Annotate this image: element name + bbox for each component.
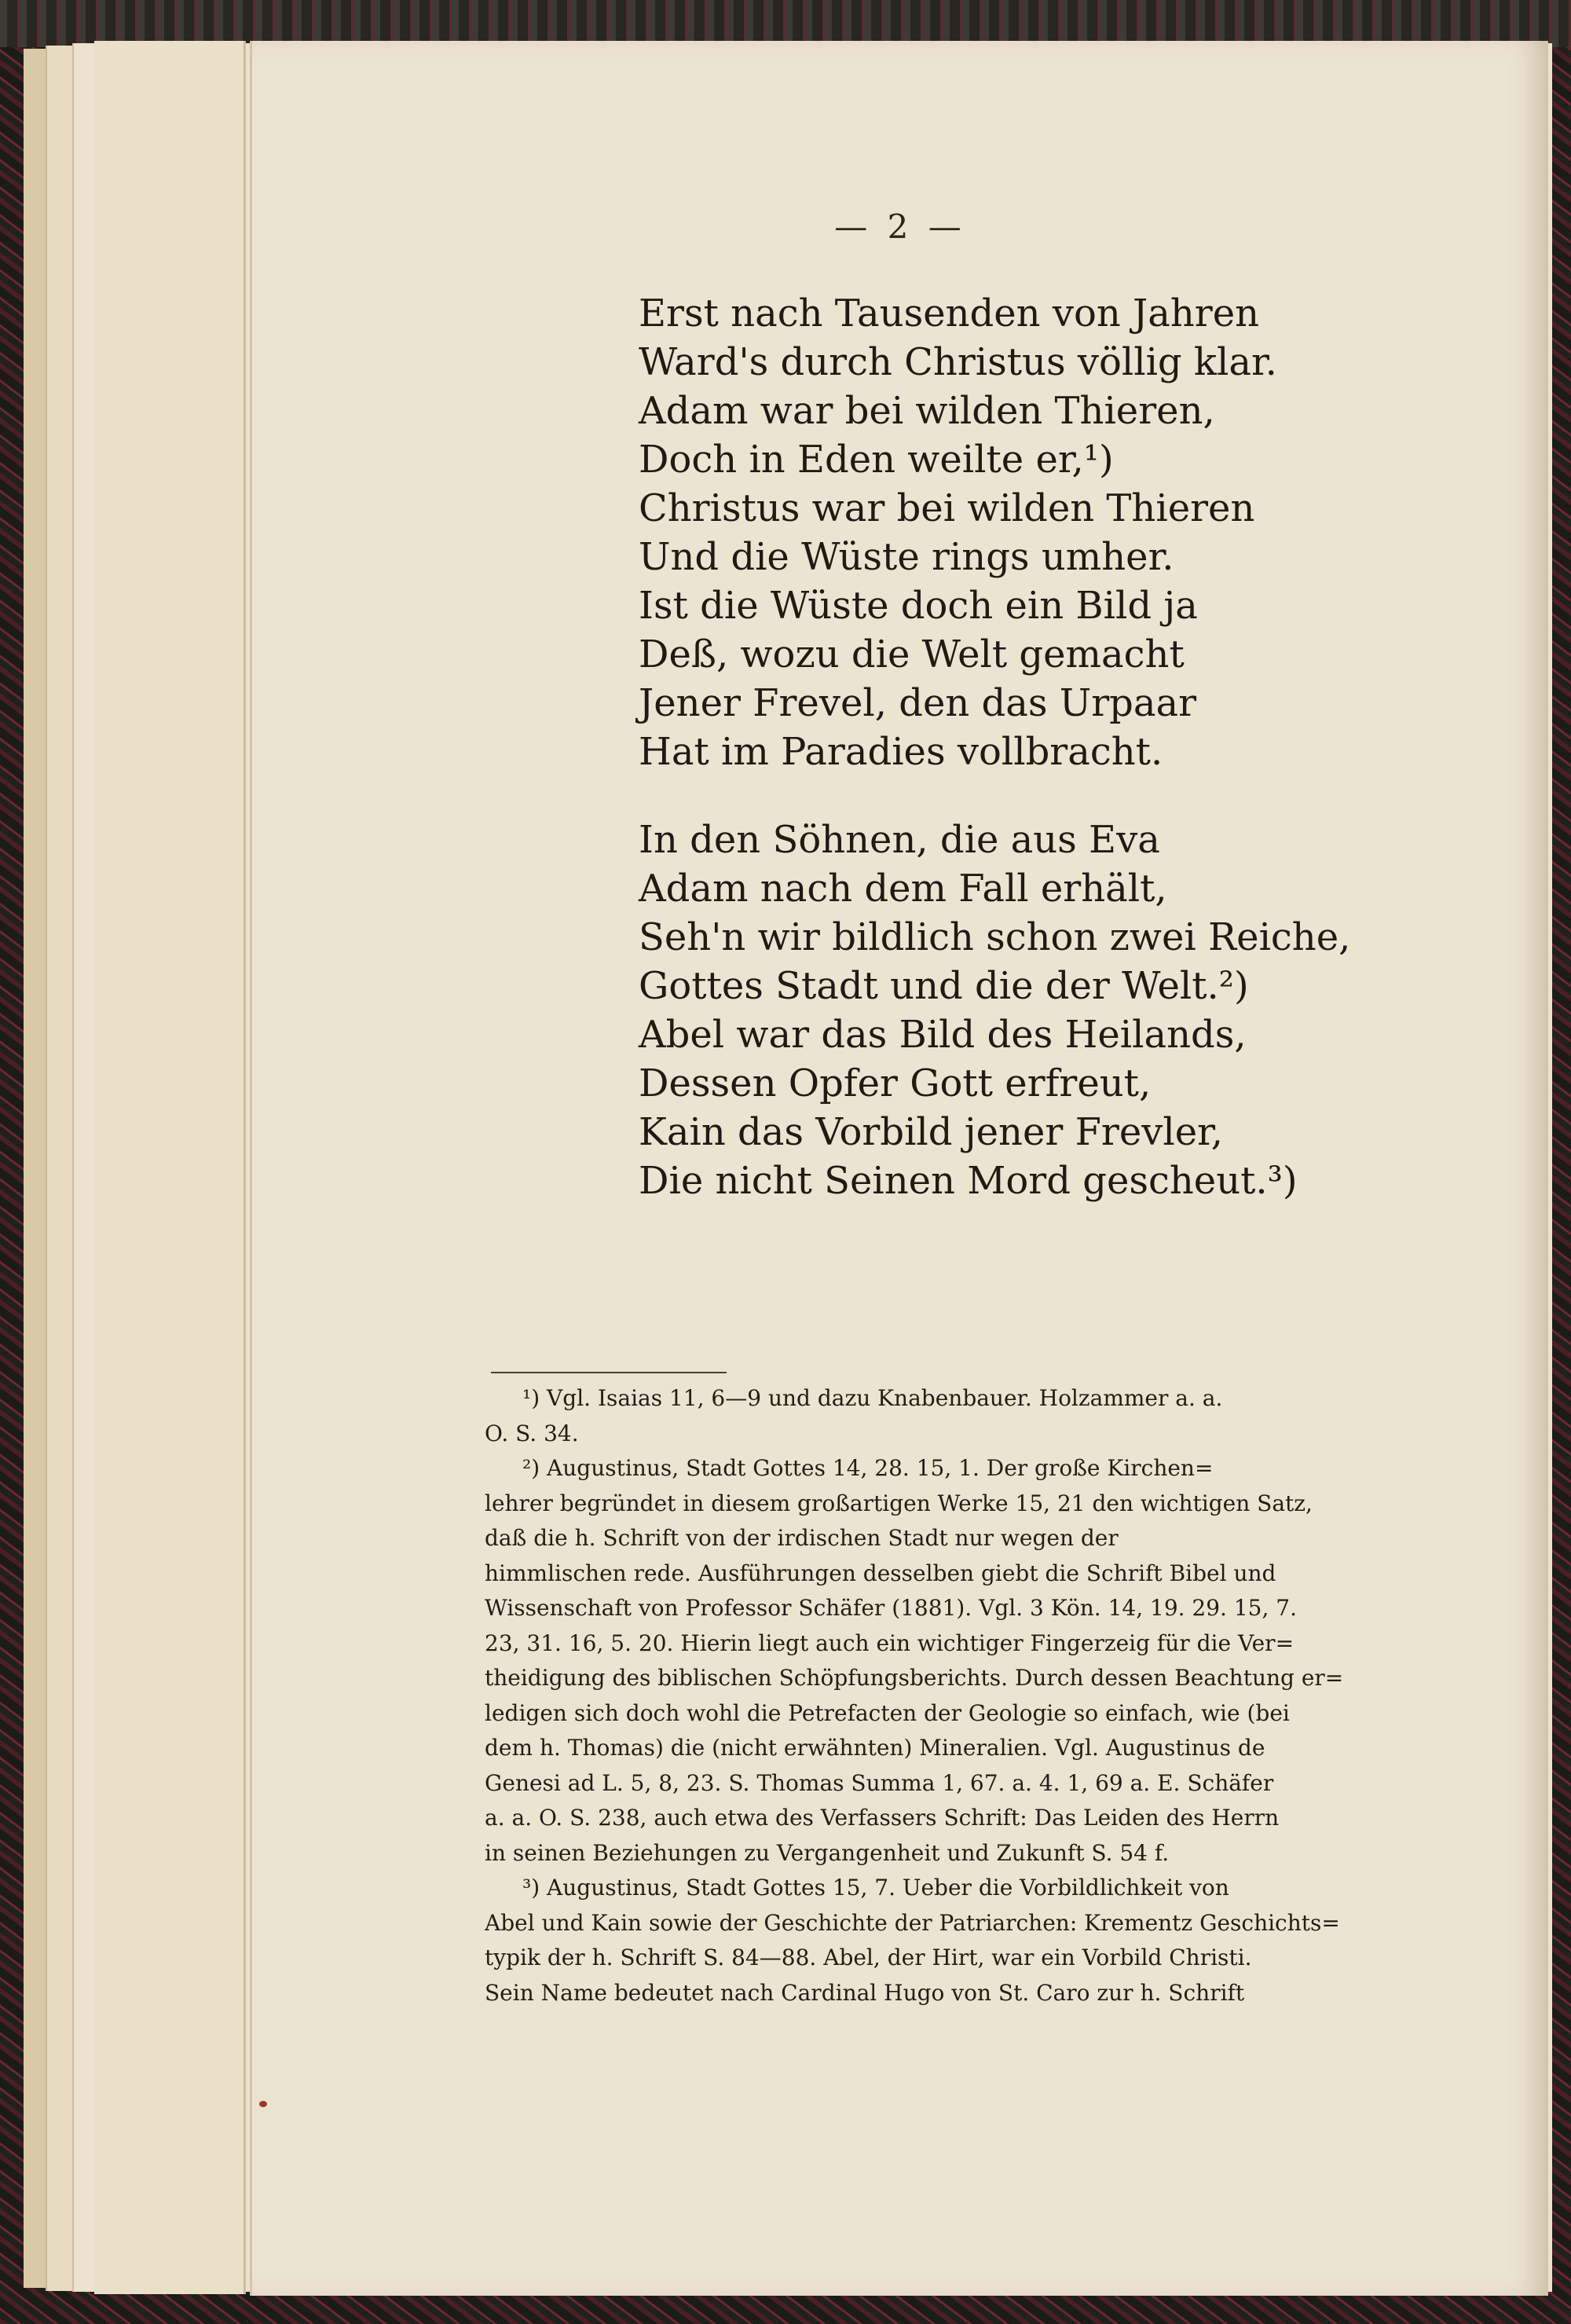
poem-line: Ward's durch Christus völlig klar. bbox=[639, 340, 1277, 384]
footnote-line: theidigung des biblischen Schöpfungsberichts. Durch dessen Beachtung er= bbox=[485, 1665, 1344, 1691]
footnote-line: himmlischen rede. Ausführungen desselben giebt die Schrift Bibel und bbox=[485, 1560, 1276, 1586]
footnote-line: in seinen Beziehungen zu Vergangenheit und Zukunft S. 54 f. bbox=[485, 1839, 1170, 1866]
poem-line: Und die Wüste rings umher. bbox=[639, 535, 1174, 579]
footnote-line: lehrer begründet in diesem großartigen Werke 15, 21 den wichtigen Satz, bbox=[485, 1490, 1313, 1516]
footnote-line: ²) Augustinus, Stadt Gottes 14, 28. 15, 1. Der große Kirchen= bbox=[522, 1455, 1214, 1481]
left-leaf bbox=[94, 41, 246, 2294]
footnote-line: Wissenschaft von Professor Schäfer (1881). Vgl. 3 Kön. 14, 19. 29. 15, 7. bbox=[485, 1595, 1298, 1621]
poem-line: Adam war bei wilden Thieren, bbox=[639, 389, 1215, 433]
footnote-line: typik der h. Schrift S. 84—88. Abel, der Hirt, war ein Vorbild Christi. bbox=[485, 1945, 1252, 1970]
footnote-line: ledigen sich doch wohl die Petrefacten der Geologie so einfach, wie (bei bbox=[485, 1699, 1290, 1726]
stanza-2 bbox=[639, 816, 1571, 1205]
footnote-line: Abel und Kain sowie der Geschichte der Patriarchen: Krementz Geschichts= bbox=[485, 1909, 1340, 1936]
footnotes bbox=[485, 1381, 1506, 2011]
footnote-line: 23, 31. 16, 5. 20. Hierin liegt auch ein wichtiger Fingerzeig für die Ver= bbox=[485, 1629, 1295, 1656]
poem bbox=[639, 289, 1571, 1205]
poem-line: Kain das Vorbild jener Frevler, bbox=[639, 1110, 1224, 1154]
book-page bbox=[250, 41, 1548, 2296]
poem-line: Hat im Paradies vollbracht. bbox=[639, 730, 1163, 774]
footnote-rule bbox=[491, 1372, 727, 1373]
footnote-line: dem h. Thomas) die (nicht erwähnten) Mineralien. Vgl. Augustinus de bbox=[485, 1735, 1265, 1761]
poem-line: Dessen Opfer Gott erfreut, bbox=[639, 1061, 1152, 1105]
poem-line: Ist die Wüste doch ein Bild ja bbox=[639, 584, 1198, 628]
poem-line: Gottes Stadt und die der Welt.²) bbox=[639, 964, 1249, 1008]
poem-line: Adam nach dem Fall erhält, bbox=[639, 867, 1167, 911]
footnote-line: ³) Augustinus, Stadt Gottes 15, 7. Ueber die Vorbildlichkeit von bbox=[522, 1875, 1229, 1901]
book-cover-top-edge bbox=[0, 0, 1571, 47]
footnote-line: daß die h. Schrift von der irdischen Stadt nur wegen der bbox=[485, 1525, 1119, 1551]
footnote-line: O. S. 34. bbox=[485, 1420, 579, 1446]
page-number: — 2 — bbox=[834, 207, 966, 246]
poem-line: Abel war das Bild des Heilands, bbox=[639, 1013, 1247, 1057]
footnote-line: a. a. O. S. 238, auch etwa des Verfassers Schrift: Das Leiden des Herrn bbox=[485, 1805, 1280, 1831]
poem-line: Seh'n wir bildlich schon zwei Reiche, bbox=[639, 915, 1351, 959]
stanza-1 bbox=[639, 289, 1571, 776]
poem-line: Deß, wozu die Welt gemacht bbox=[639, 632, 1185, 676]
poem-line: Erst nach Tausenden von Jahren bbox=[639, 291, 1260, 335]
stanza-gap bbox=[639, 776, 1571, 816]
poem-line: Doch in Eden weilte er,¹) bbox=[639, 438, 1114, 482]
poem-line: Jener Frevel, den das Urpaar bbox=[639, 681, 1197, 725]
footnote-line: Sein Name bedeutet nach Cardinal Hugo von St. Caro zur h. Schrift bbox=[485, 1979, 1245, 2006]
footnote-line: Genesi ad L. 5, 8, 23. S. Thomas Summa 1, 67. a. 4. 1, 69 a. E. Schäfer bbox=[485, 1769, 1274, 1796]
ink-spot bbox=[259, 2101, 267, 2107]
poem-line: Christus war bei wilden Thieren bbox=[639, 486, 1255, 530]
poem-line: Die nicht Seinen Mord gescheut.³) bbox=[639, 1159, 1298, 1203]
poem-line: In den Söhnen, die aus Eva bbox=[639, 818, 1160, 862]
footnote-line: ¹) Vgl. Isaias 11, 6—9 und dazu Knabenbauer. Holzammer a. a. bbox=[522, 1385, 1223, 1411]
